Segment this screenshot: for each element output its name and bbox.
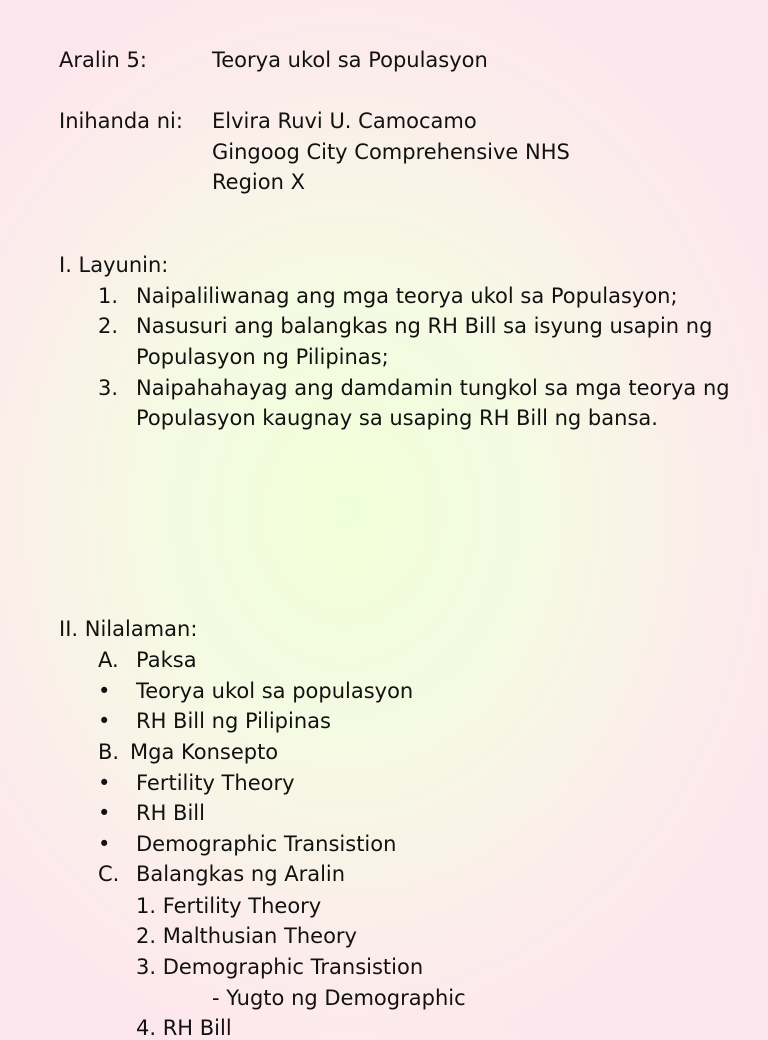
bullet-icon: • [98, 679, 111, 703]
subsection-b-label: B. [98, 740, 120, 764]
bullet-icon: • [98, 771, 111, 795]
inihanda-label: Inihanda ni: [59, 109, 183, 133]
subsection-c-title: Balangkas ng Aralin [136, 862, 346, 886]
aralin-title: Teorya ukol sa Populasyon [212, 48, 488, 72]
objective-number: 3. [98, 376, 119, 400]
section2-heading: II. Nilalaman: [59, 617, 198, 641]
list-item: Teorya ukol sa populasyon [136, 679, 414, 703]
list-item: Fertility Theory [136, 771, 295, 795]
objective-text-cont: Populasyon kaugnay sa usaping RH Bill ng bansa. [136, 406, 658, 430]
section1-heading: I. Layunin: [59, 253, 169, 277]
bullet-icon: • [98, 832, 111, 856]
author-name: Elvira Ruvi U. Camocamo [212, 109, 477, 133]
bullet-icon: • [98, 709, 111, 733]
region-name: Region X [212, 170, 305, 194]
list-subitem: - Yugto ng Demographic [212, 986, 466, 1010]
list-item: 1. Fertility Theory [136, 894, 322, 918]
objective-text: Naipaliliwanag ang mga teorya ukol sa Populasyon; [136, 284, 678, 308]
subsection-b-title: Mga Konsepto [130, 740, 279, 764]
list-item: 2. Malthusian Theory [136, 924, 357, 948]
subsection-c-label: C. [98, 862, 120, 886]
objective-number: 1. [98, 284, 119, 308]
list-item-cut: 4. RH Bill [136, 1016, 232, 1040]
objective-text-cont: Populasyon ng Pilipinas; [136, 345, 389, 369]
school-name: Gingoog City Comprehensive NHS [212, 140, 570, 164]
objective-number: 2. [98, 314, 119, 338]
objective-text: Naipahahayag ang damdamin tungkol sa mga teorya ng [136, 376, 730, 400]
list-item: Demographic Transistion [136, 832, 397, 856]
list-item: RH Bill ng Pilipinas [136, 709, 331, 733]
subsection-a-title: Paksa [136, 648, 197, 672]
objective-text: Nasusuri ang balangkas ng RH Bill sa isyung usapin ng [136, 314, 713, 338]
list-item: 3. Demographic Transistion [136, 955, 424, 979]
aralin-label: Aralin 5: [59, 48, 147, 72]
subsection-a-label: A. [98, 648, 119, 672]
bullet-icon: • [98, 801, 111, 825]
list-item: RH Bill [136, 801, 205, 825]
